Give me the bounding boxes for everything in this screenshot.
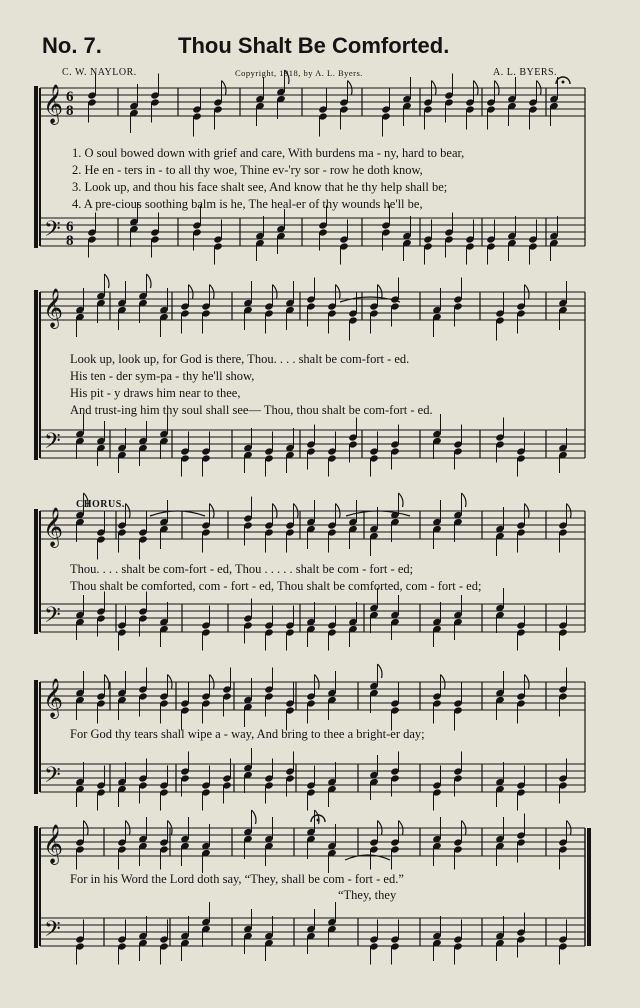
note-flag bbox=[285, 70, 290, 84]
bass-clef-icon: 𝄢 bbox=[44, 217, 61, 247]
system-brace bbox=[34, 826, 38, 948]
verse-line-1: 1. O soul bowed down with grief and care, With burdens ma - ny, hard to bear, bbox=[72, 146, 465, 160]
note-flag bbox=[399, 493, 404, 507]
bass-clef-icon: 𝄢 bbox=[44, 917, 61, 947]
chorus-line-1: Thou. . . . shalt be com-fort - ed, Thou . . . . . shalt be com - fort - ed; bbox=[70, 562, 414, 576]
tie bbox=[150, 511, 205, 516]
treble-clef-icon: 𝄞 bbox=[43, 288, 64, 328]
hymn-number: No. 7. bbox=[42, 33, 102, 58]
lyricist-credit: C. W. NAYLOR. bbox=[62, 67, 137, 78]
system-brace bbox=[34, 290, 38, 460]
time-signature-denominator: 8 bbox=[66, 103, 74, 119]
time-signature-numerator: 6 bbox=[66, 89, 74, 105]
refrain-line-3: His pit - y draws him near to thee, bbox=[70, 386, 241, 400]
bass-clef-icon: 𝄢 bbox=[44, 603, 61, 633]
refrain-line-1: Look up, look up, for God is there, Thou. . . . shalt be com-fort - ed. bbox=[70, 352, 410, 366]
treble-clef-icon: 𝄞 bbox=[43, 507, 64, 547]
treble-clef-icon: 𝄞 bbox=[43, 84, 64, 124]
treble-clef-icon: 𝄞 bbox=[43, 678, 64, 718]
verse-line-3: 3. Look up, and thou his face shalt see, And know that he thy help shall be; bbox=[72, 180, 448, 194]
chorus-line-4: For in his Word the Lord doth say, “They, shall be com - fort - ed.” bbox=[70, 872, 404, 886]
time-signature-numerator: 6 bbox=[66, 219, 74, 235]
treble-clef-icon: 𝄞 bbox=[43, 824, 64, 864]
note-flag bbox=[462, 493, 467, 507]
refrain-line-4: And trust-ing him thy soul shall see— Thou, thou shalt be com-fort - ed. bbox=[70, 403, 433, 417]
chorus-line-2: Thou shalt be comforted, com - fort - ed, Thou shalt be comforted, com - fort - ed; bbox=[70, 579, 482, 593]
note-flag bbox=[378, 664, 383, 678]
fermata-dot bbox=[562, 81, 565, 84]
time-signature-denominator: 8 bbox=[66, 233, 74, 249]
verse-line-4: 4. A pre-cious soothing balm is he, The heal-er of thy wounds he'll be, bbox=[72, 197, 423, 211]
composer-credit: A. L. BYERS. bbox=[493, 67, 558, 78]
bass-clef-icon: 𝄢 bbox=[44, 763, 61, 793]
system-brace bbox=[34, 86, 38, 248]
chorus-label: CHORUS. bbox=[76, 499, 125, 510]
hymn-title: Thou Shalt Be Comforted. bbox=[178, 33, 450, 58]
verse-line-2: 2. He en - ters in - to all thy woe, Thine ev-'ry sor - row he doth know, bbox=[72, 163, 423, 177]
copyright-notice: Copyright, 1918, by A. L. Byers. bbox=[235, 68, 363, 78]
note-flag bbox=[147, 274, 152, 288]
note-flag bbox=[315, 810, 320, 824]
system-brace bbox=[34, 680, 38, 794]
system-brace bbox=[34, 509, 38, 634]
note-flag bbox=[252, 810, 257, 824]
refrain-line-2: His ten - der sym-pa - thy he'll show, bbox=[70, 369, 255, 383]
chorus-line-5: “They, they bbox=[338, 888, 397, 902]
chorus-line-3: For God thy tears shall wipe a - way, And bring to thee a bright-er day; bbox=[70, 727, 425, 741]
fermata-dot bbox=[317, 819, 320, 822]
bass-clef-icon: 𝄢 bbox=[44, 429, 61, 459]
note-flag bbox=[105, 274, 110, 288]
